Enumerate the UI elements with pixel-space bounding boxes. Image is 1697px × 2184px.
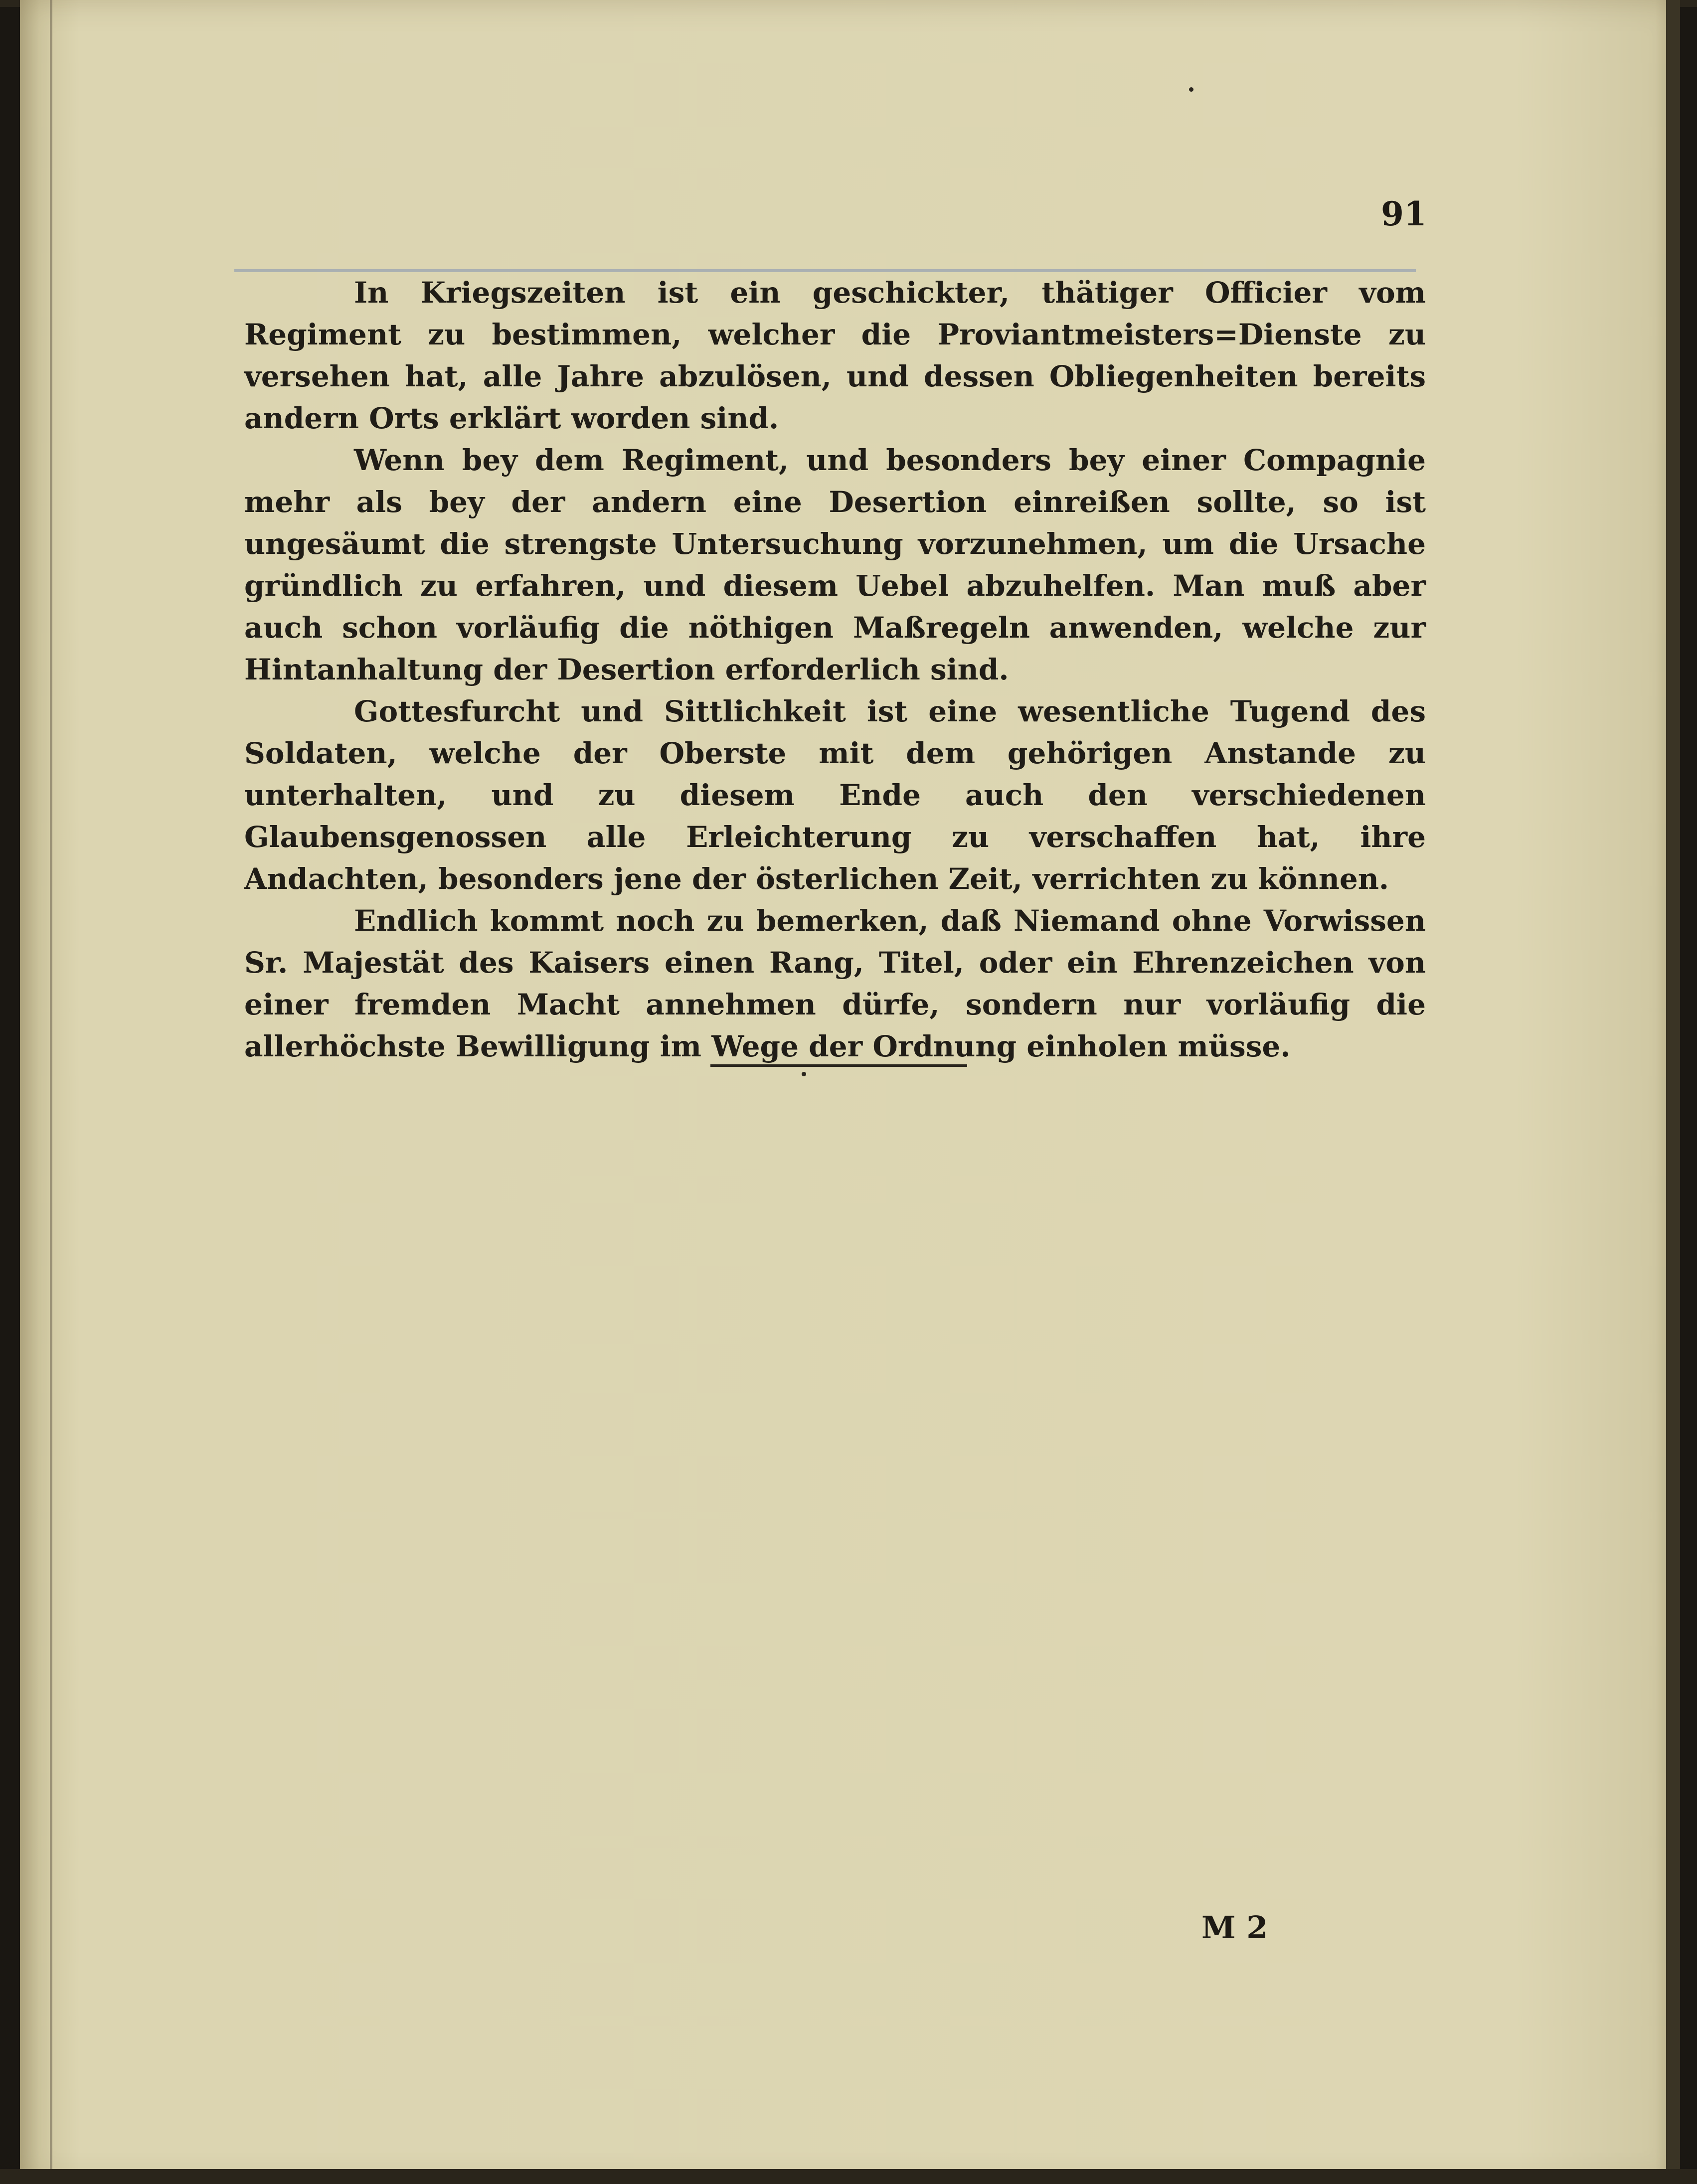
body-text [244,272,1426,1067]
paragraph-3: Gottesfurcht und Sittlichkeit ist eine wesentliche Tugend des Soldaten, welche der Oberste mit dem gehörigen Anstande zu unterhalten, und zu diesem Ende auch den verschiedenen Glaubensgenossen alle Erleichterung zu verschaffen hat, ihre Andachten, besonders jene der österlichen Zeit, verrichten zu können. [244,694,1426,896]
paragraph-2: Wenn bey dem Regiment, und besonders bey einer Compagnie mehr als bey der andern eine Desertion einreißen sollte, so ist ungesäumt die strengste Untersuchung vorzunehmen, um die Ursache gründlich zu erfahren, und diesem Uebel abzuhelfen. Man muß aber auch schon vorläufig die nöthigen Maßregeln anwenden, welche zur Hintanhaltung der Desertion erforderlich sind. [244,443,1426,686]
binding-gutter [50,0,52,2184]
signature-mark: M 2 [1201,1909,1268,1946]
ink-speck [802,1072,806,1076]
page-number: 91 [1381,194,1427,233]
paragraph-4: Endlich kommt noch zu bemerken, daß Niemand ohne Vorwissen Sr. Majestät des Kaisers einen Rang, Titel, oder ein Ehrenzeichen von einer fremden Macht annehmen dürfe, sondern nur vorläufig die allerhöchste Bewilligung im Wege der Ordnung einholen müsse. [244,904,1426,1063]
scan-bottom-edge [0,2169,1697,2184]
scan-right-edge [1666,0,1680,2184]
paragraph-1: In Kriegszeiten ist ein geschickter, thätiger Officier vom Regiment zu bestimmen, welcher die Proviantmeisters=Dienste zu versehen hat, alle Jahre abzulösen, und dessen Obliegenheiten bereits andern Orts erklärt worden sind. [244,276,1426,435]
ink-speck [1189,87,1193,92]
section-end-rule [710,1064,967,1067]
